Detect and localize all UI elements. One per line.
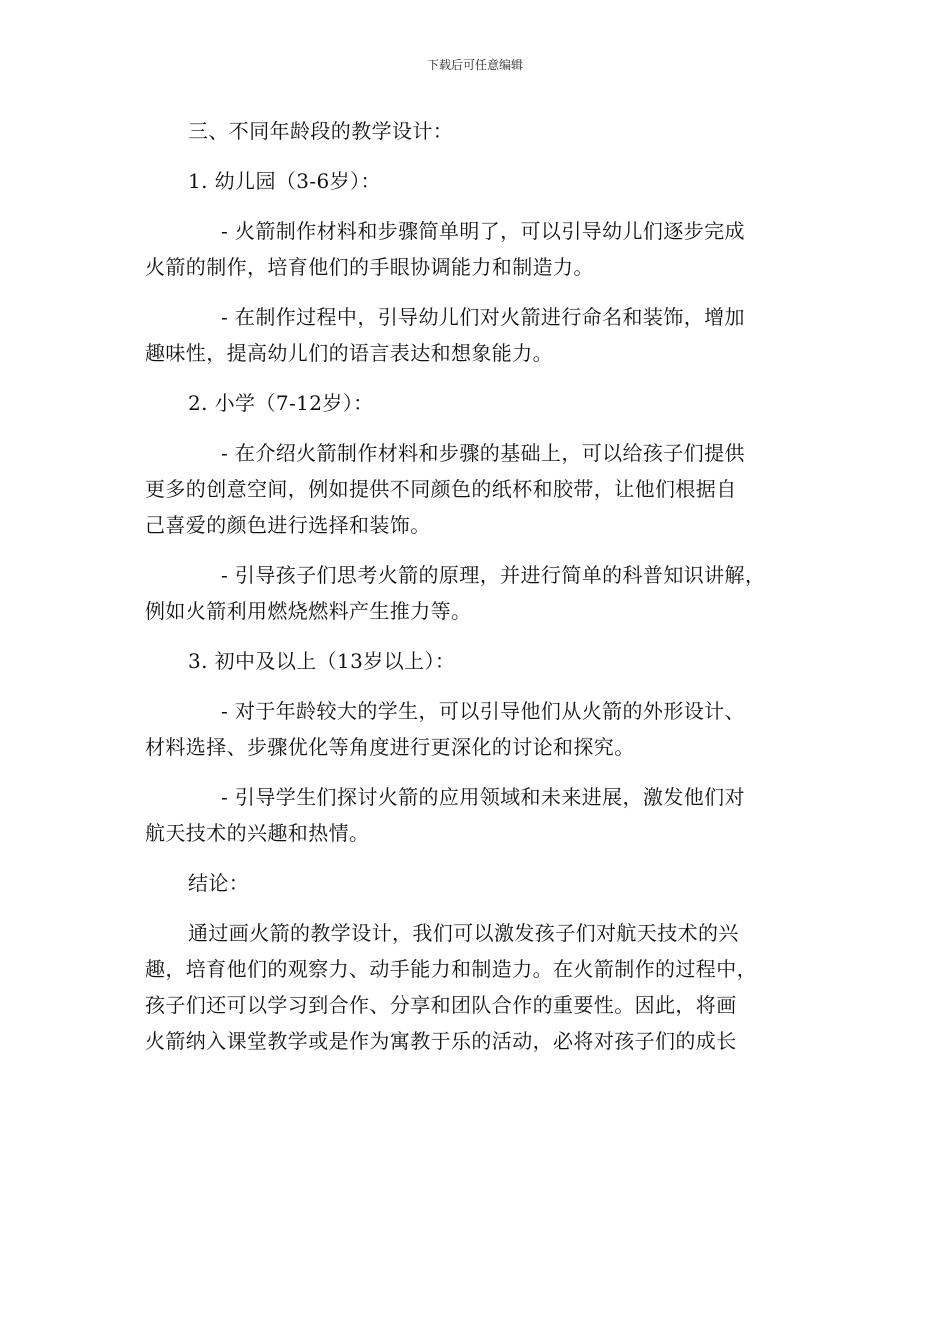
section-heading: 三、不同年龄段的教学设计： <box>188 119 454 143</box>
paragraph-line: - 在介绍火箭制作材料和步骤的基础上，可以给孩子们提供 <box>221 441 745 465</box>
paragraph-line: 火箭纳入课堂教学或是作为寓教于乐的活动，必将对孩子们的成长 <box>145 1029 737 1053</box>
paragraph-line: 己喜爱的颜色进行选择和装饰。 <box>145 513 431 537</box>
paragraph-line: - 引导孩子们思考火箭的原理，并进行简单的科普知识讲解， <box>221 563 766 587</box>
paragraph-line: 航天技术的兴趣和热情。 <box>145 821 370 845</box>
paragraph-line: - 对于年龄较大的学生，可以引导他们从火箭的外形设计、 <box>221 699 745 723</box>
subsection-title-kindergarten: 1. 幼儿园（3-6岁）： <box>188 169 381 193</box>
conclusion-title: 结论： <box>188 871 250 895</box>
paragraph-line: 趣，培育他们的观察力、动手能力和制造力。在火箭制作的过程中， <box>145 957 757 981</box>
paragraph-line: 孩子们还可以学习到合作、分享和团队合作的重要性。因此，将画 <box>145 993 737 1017</box>
page-header: 下载后可任意编辑 <box>426 58 523 72</box>
paragraph-line: 更多的创意空间，例如提供不同颜色的纸杯和胶带，让他们根据自 <box>145 477 737 501</box>
paragraph-line: 例如火箭利用燃烧燃料产生推力等。 <box>145 599 472 623</box>
subsection-title-secondary: 3. 初中及以上（13岁以上）： <box>188 649 456 673</box>
paragraph-line: - 在制作过程中，引导幼儿们对火箭进行命名和装饰，增加 <box>221 305 745 329</box>
paragraph-line: 趣味性，提高幼儿们的语言表达和想象能力。 <box>145 341 553 365</box>
paragraph-line: 材料选择、步骤优化等角度进行更深化的讨论和探究。 <box>145 735 635 759</box>
paragraph-line: - 火箭制作材料和步骤简单明了，可以引导幼儿们逐步完成 <box>221 219 745 243</box>
subsection-title-primary: 2. 小学（7-12岁）： <box>188 391 374 415</box>
paragraph-line: - 引导学生们探讨火箭的应用领域和未来进展，激发他们对 <box>221 785 745 809</box>
paragraph-line: 通过画火箭的教学设计，我们可以激发孩子们对航天技术的兴 <box>188 921 739 945</box>
paragraph-line: 火箭的制作，培育他们的手眼协调能力和制造力。 <box>145 255 594 279</box>
document-body <box>145 113 813 1059</box>
